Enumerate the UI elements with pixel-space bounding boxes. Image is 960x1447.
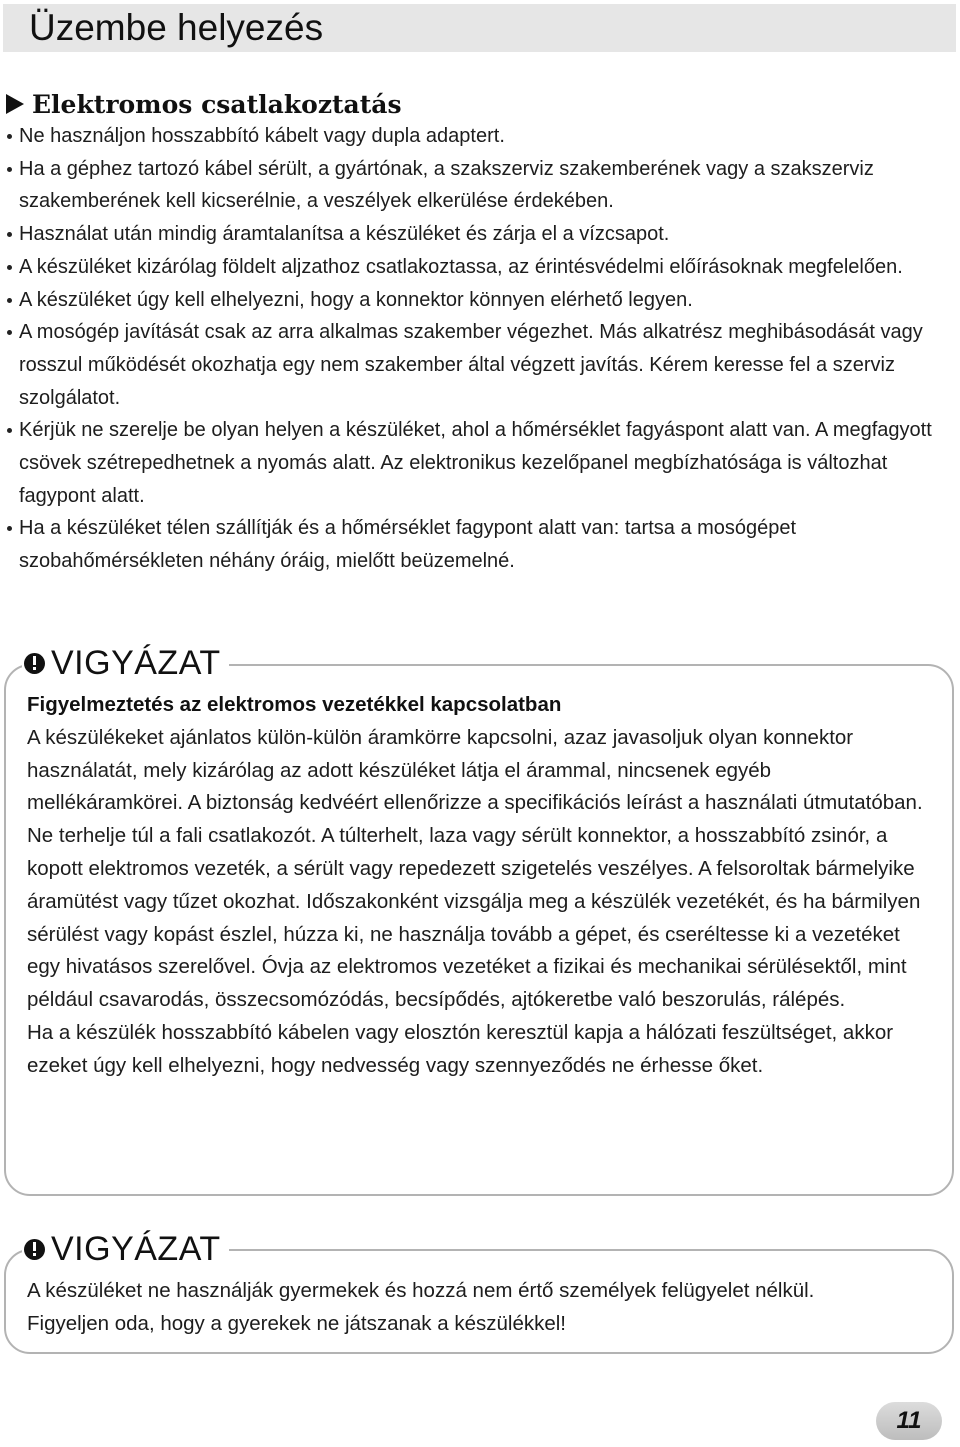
caution-paragraph: Figyeljen oda, hogy a gyerekek ne játszanak a készülékkel! (27, 1311, 567, 1335)
bullet-item: A mosógép javítását csak az arra alkalmas szakember végezhet. Más alkatrész meghibásodását vagy rosszul működését okozhatja egy nem szakember által végzett javítás. Kérem keresse fel a szerviz szolgálatot. (6, 316, 946, 414)
caution-paragraph: Ha a készülék hosszabbító kábelen vagy elosztón keresztül kapja a hálózati feszültséget, akkor ezeket úgy kell elhelyezni, hogy nedvesség vagy szennyeződés ne érhesse őket. (27, 1020, 894, 1077)
caution-paragraph: A készüléket ne használják gyermekek és hozzá nem értő személyek felügyelet nélkül. (27, 1279, 815, 1302)
triangle-arrow-icon (6, 94, 24, 114)
caution-content (27, 689, 927, 1083)
bullet-item: Használat után mindig áramtalanítsa a készüléket és zárja el a vízcsapot. (6, 218, 946, 251)
caution-label (22, 642, 229, 684)
caution-paragraph: A készülékeket ajánlatos külön-külön áramkörre kapcsolni, azaz javasoljuk olyan konnektor használatát, mely kizárólag az adott készüléket látja el árammal, nincsenek egyéb mellékáramkörei. A biztonság kedvéért ellenőrizze a specifikációs leírást a használati útmutatóban. (27, 725, 923, 815)
bullet-item: Ha a készüléket télen szállítják és a hőmérséklet fagypont alatt van: tartsa a mosógépet szobahőmérsékleten néhány óráig, mielőtt beüzemelné. (6, 512, 946, 577)
page-number-badge (876, 1402, 942, 1440)
caution-label-text: VIGYÁZAT (51, 644, 221, 682)
caution-paragraph: Ne terhelje túl a fali csatlakozót. A túlterhelt, laza vagy sérült konnektor, a hosszabbító zsinór, a kopott elektromos vezeték, a sérült vagy repedezett szigetelés veszélyes. A felsoroltak bármelyike áramütést vagy tűzet okozhat. Időszakonként vizsgálja meg a készülék vezetékét, és ha bármilyen sérülést vagy kopást észlel, húzza ki, ne használja tovább a gépet, és cseréltesse ki a vezetéket egy hivatásos szerelővel. Óvja az elektromos vezetéket a fizikai és mechanikai sérülésektől, mint például csavarodás, összecsomózódás, becsípődés, ajtókeretbe való beszorulás, rálépés. (27, 824, 921, 1012)
exclamation-icon (24, 1239, 45, 1260)
bullet-list (6, 120, 946, 578)
bullet-item: A készüléket úgy kell elhelyezni, hogy a konnektor könnyen elérhető legyen. (6, 284, 946, 317)
bullet-item: Ne használjon hosszabbító kábelt vagy dupla adaptert. (6, 120, 946, 153)
caution-subheading: Figyelmeztetés az elektromos vezetékkel kapcsolatban (27, 693, 562, 716)
page-title: Üzembe helyezés (29, 7, 324, 48)
section-heading-text: Elektromos csatlakoztatás (32, 89, 402, 119)
bullet-item: Kérjük ne szerelje be olyan helyen a készüléket, ahol a hőmérséklet fagyáspont alatt van. A megfagyott csövek szétrepedhetnek a nyomás alatt. Az elektronikus kezelőpanel megbízhatósága is változhat fagypont alatt. (6, 414, 946, 512)
caution-label (22, 1228, 229, 1270)
section-heading (6, 86, 402, 122)
page-number: 11 (896, 1407, 922, 1434)
exclamation-icon (24, 653, 45, 674)
bullet-item: Ha a géphez tartozó kábel sérült, a gyártónak, a szakszerviz szakemberének vagy a szakszerviz szakemberének kell kicserélnie, a veszélyek elkerülése érdekében. (6, 153, 946, 218)
caution-content (27, 1275, 927, 1341)
bullet-item: A készüléket kizárólag földelt aljzathoz csatlakoztassa, az érintésvédelmi előírásoknak megfelelően. (6, 251, 946, 284)
caution-label-text: VIGYÁZAT (51, 1230, 221, 1268)
title-bar (3, 4, 956, 52)
